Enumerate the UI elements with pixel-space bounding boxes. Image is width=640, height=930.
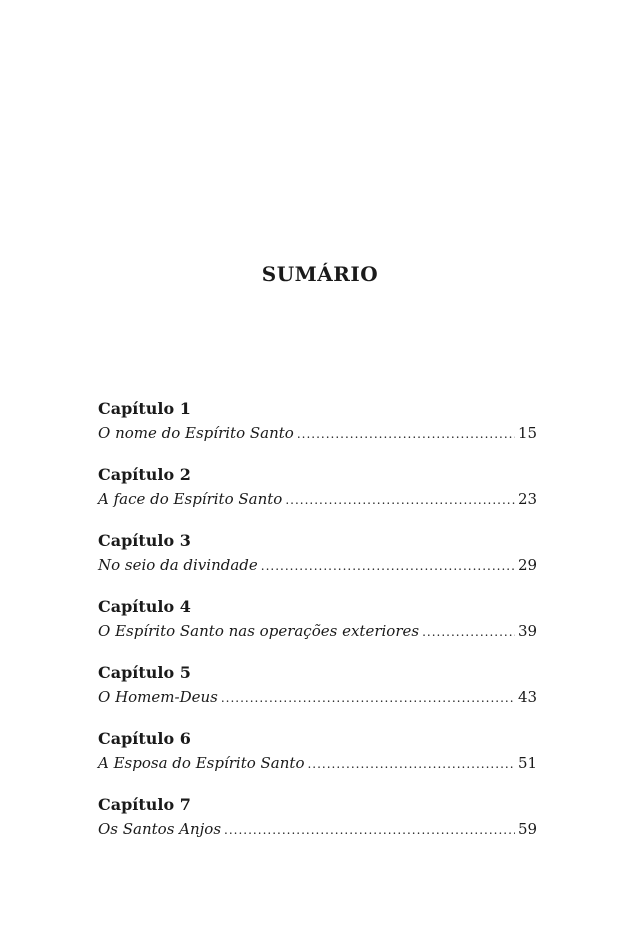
page-number: 43 [518, 688, 538, 706]
page-number: 39 [518, 622, 538, 640]
toc-line[interactable] [98, 422, 536, 444]
toc-line[interactable] [98, 752, 536, 774]
toc-entry [98, 726, 536, 792]
chapter-label: Capítulo 6 [98, 729, 191, 748]
page-title: SUMÁRIO [261, 262, 379, 286]
toc-line[interactable] [98, 488, 536, 510]
chapter-label: Capítulo 4 [98, 597, 191, 616]
toc-line[interactable] [98, 686, 536, 708]
toc-line[interactable] [98, 554, 536, 576]
dot-leader [261, 555, 515, 577]
dot-leader [422, 621, 515, 643]
toc-entry [98, 528, 536, 594]
chapter-label: Capítulo 2 [98, 465, 191, 484]
chapter-label: Capítulo 7 [98, 795, 191, 814]
dot-leader [297, 423, 515, 445]
page-number: 59 [518, 820, 538, 838]
toc-entry [98, 462, 536, 528]
dot-leader [307, 753, 515, 775]
chapter-title: O nome do Espírito Santo [98, 424, 294, 442]
chapter-title: A Esposa do Espírito Santo [98, 754, 305, 772]
chapter-label: Capítulo 1 [98, 399, 191, 418]
toc-entry [98, 792, 536, 858]
dot-leader [221, 687, 515, 709]
table-of-contents [98, 396, 536, 858]
toc-entry [98, 594, 536, 660]
chapter-title: O Homem-Deus [98, 688, 218, 706]
toc-line[interactable] [98, 620, 536, 642]
page-number: 51 [518, 754, 538, 772]
page-number: 15 [518, 424, 538, 442]
chapter-title: A face do Espírito Santo [98, 490, 283, 508]
chapter-label: Capítulo 5 [98, 663, 191, 682]
dot-leader [285, 489, 515, 511]
chapter-title: O Espírito Santo nas operações exteriores [98, 622, 420, 640]
page-number: 23 [518, 490, 538, 508]
page-number: 29 [518, 556, 538, 574]
toc-entry [98, 396, 536, 462]
chapter-title: Os Santos Anjos [98, 820, 222, 838]
dot-leader [224, 819, 515, 841]
toc-entry [98, 660, 536, 726]
chapter-label: Capítulo 3 [98, 531, 191, 550]
chapter-title: No seio da divindade [98, 556, 258, 574]
toc-line[interactable] [98, 818, 536, 840]
